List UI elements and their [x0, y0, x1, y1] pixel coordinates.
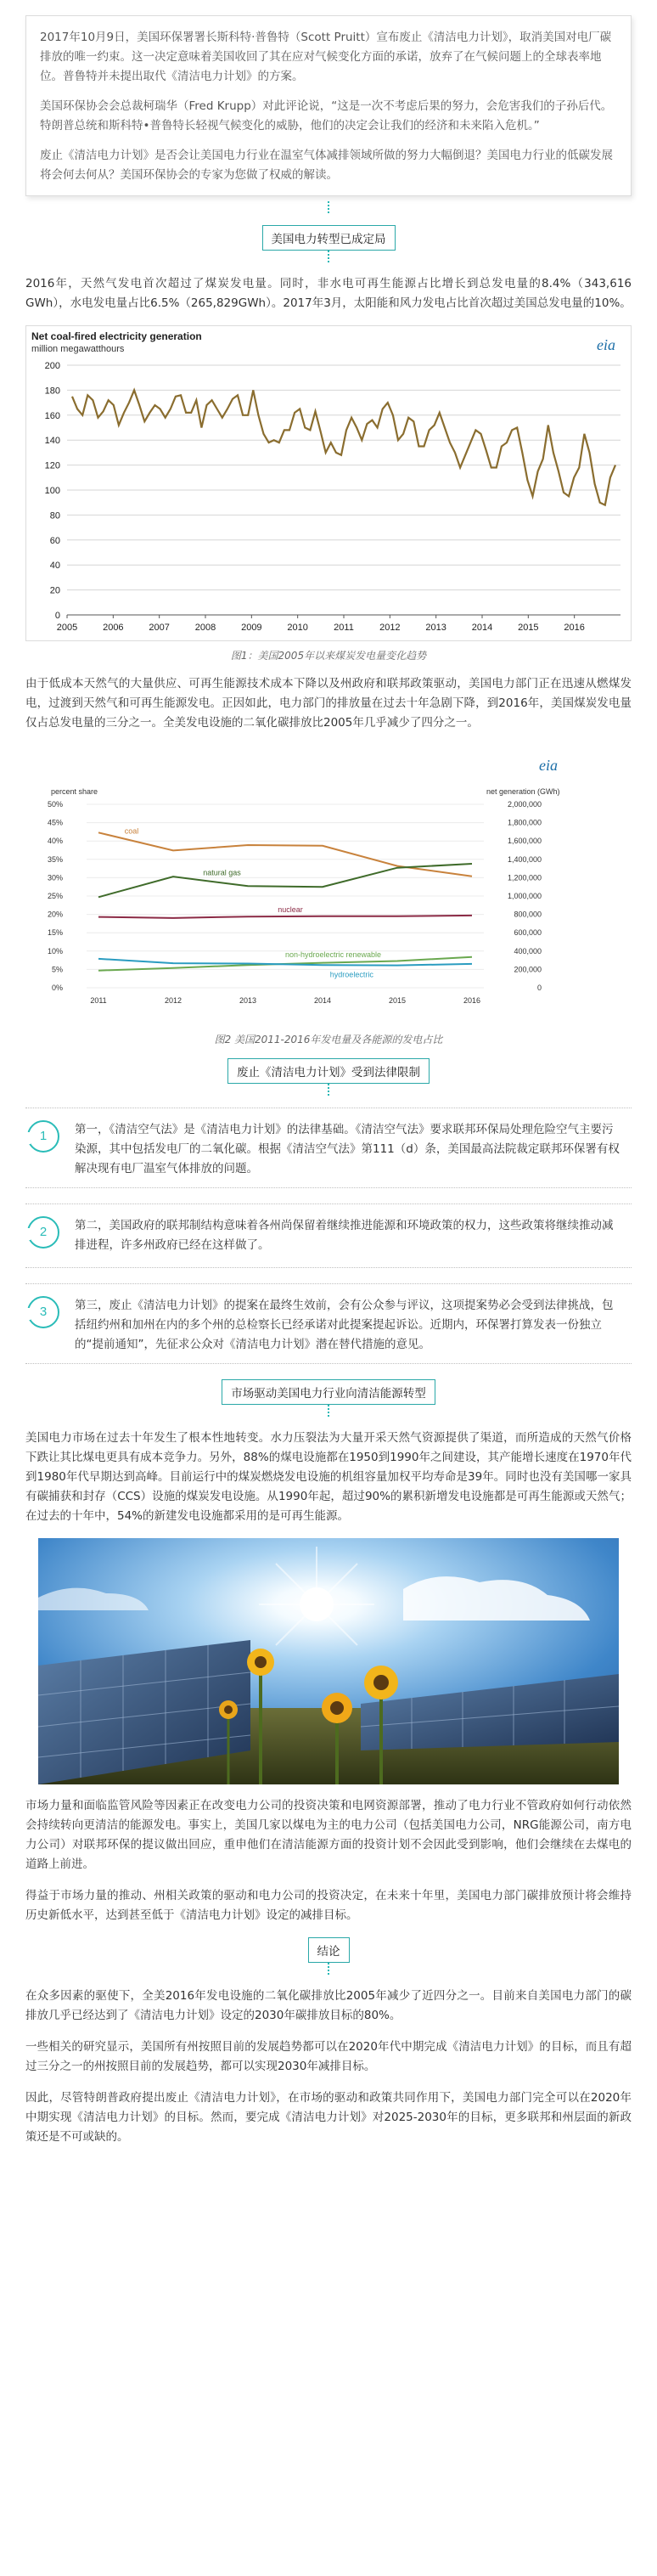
- x-tick-label: 2014: [313, 996, 332, 1005]
- x-tick-label: 2008: [194, 623, 216, 633]
- right-tick-label: 1,000,000: [507, 892, 542, 900]
- left-tick-label: 50%: [47, 800, 63, 809]
- chart-title: Net coal-fired electricity generation: [31, 330, 202, 342]
- section3-paragraph-2: 市场力量和面临监管风险等因素正在改变电力公司的投资决策和电网资源部署，推动了电力行业不管政府如何行动依然会持续转向更清洁的能源发电。事实上，美国几家以煤电为主的电力公司（包括美国电力公司，NRG能源公司，南方电力公司）对联邦环保的提议做出回应，重申他们在清洁能源方面的投资计划不会因此受到影响，他们会继续在去煤电的道路上前进。: [25, 1799, 632, 1871]
- y-tick-label: 140: [44, 436, 60, 447]
- figure-caption-2: 图2 美国2011-2016年发电量及各能源的发电占比: [214, 1034, 443, 1046]
- y-tick-label: 40: [49, 561, 60, 572]
- list-item: [25, 1283, 632, 1364]
- series-label: hydroelectric: [329, 970, 373, 979]
- dotted-connector: [328, 1084, 330, 1096]
- x-tick-label: 2007: [149, 623, 170, 633]
- series-label: natural gas: [203, 868, 241, 877]
- chart-subtitle: million megawatthours: [31, 344, 125, 354]
- x-tick-label: 2006: [103, 623, 124, 633]
- x-tick-label: 2011: [90, 996, 107, 1005]
- list-item: [25, 1108, 632, 1188]
- section3-paragraph-1: 美国电力市场在过去十年发生了根本性地转变。水力压裂法为大量开采天然气资源提供了渠道，而所造成的天然气价格下跌让其比煤电更具有成本竞争力。另外，88%的煤电设施都在1950到1990年之间建设，其产能增长速度在1970年代到1980年代早期达到高峰。目前运行中的煤炭燃烧发电设施的机组容量加权平均寿命是39年。同时也没有美国哪一家具有碳捕获和封存（CCS）设施的煤炭发电设施。从1990年起，超过90%的累积新增发电设施都是可再生能源或天然气；在过去的十年中，54%的新建发电设施都采用的是可再生能源。: [25, 1431, 632, 1523]
- series-label: non-hydroelectric renewable: [285, 950, 382, 959]
- item-number-badge: 3: [27, 1296, 59, 1328]
- photo-illustration: [38, 1538, 619, 1784]
- right-tick-label: 200,000: [514, 965, 542, 974]
- x-tick-label: 2015: [518, 623, 539, 633]
- y-tick-label: 0: [54, 611, 60, 621]
- y-tick-label: 100: [44, 486, 60, 496]
- y-tick-label: 20: [49, 585, 60, 596]
- x-tick-label: 2013: [425, 623, 446, 633]
- section-heading-1: [0, 225, 657, 262]
- series-label: coal: [124, 826, 139, 836]
- dotted-connector: [328, 1963, 330, 1975]
- right-tick-label: 400,000: [514, 946, 542, 955]
- right-tick-label: 1,200,000: [507, 873, 542, 882]
- x-tick-label: 2016: [564, 623, 585, 633]
- left-axis-label: percent share: [51, 787, 98, 796]
- solar-panels-sunflowers-photo: [38, 1538, 619, 1784]
- legal-points-list: [25, 1108, 632, 1364]
- y-tick-label: 200: [44, 361, 60, 371]
- right-tick-label: 1,800,000: [507, 818, 542, 827]
- x-tick-label: 2016: [463, 996, 481, 1005]
- y-tick-label: 120: [44, 460, 60, 471]
- y-tick-label: 80: [49, 510, 60, 521]
- right-tick-label: 1,600,000: [507, 837, 542, 846]
- right-tick-label: 0: [536, 984, 542, 992]
- item-text: 第一，《清洁空气法》是《清洁电力计划》的法律基础。《清洁空气法》要求联邦环保局处理危险空气主要污染源，其中包括发电厂的二氧化碳。根据《清洁空气法》第111（d）条，美国最高法院裁定联邦环保署有权解决现有电厂温室气体排放的问题。: [75, 1123, 620, 1175]
- left-tick-label: 40%: [47, 837, 63, 846]
- right-axis-label: net generation (GWh): [486, 787, 560, 796]
- left-tick-label: 20%: [47, 910, 63, 919]
- x-tick-label: 2015: [388, 996, 407, 1005]
- right-tick-label: 1,400,000: [507, 854, 542, 864]
- section1-paragraph-1: 2016年，天然气发电首次超过了煤炭发电量。同时，非水电可再生能源占比增长到总发电量的8.4%（343,616 GWh），水电发电量占比6.5%（265,829GWh）。2017年3月，太阳能和风力发电占比首次超过美国总发电量的10%。: [25, 277, 632, 310]
- x-tick-label: 2005: [56, 623, 78, 633]
- coal-generation-chart: [25, 325, 632, 641]
- eia-logo: eia: [597, 336, 615, 353]
- section4-paragraph-3: 因此，尽管特朗普政府提出废止《清洁电力计划》，在市场的驱动和政策共同作用下，美国电力部门完全可以在2020年中期实现《清洁电力计划》的目标。然而，要完成《清洁电力计划》对2025-2030年的目标，更多联邦和州层面的新政策还是不可或缺的。: [25, 2091, 632, 2144]
- list-item: [25, 1203, 632, 1268]
- left-tick-label: 45%: [47, 818, 63, 827]
- generation-share-chart-svg: [25, 745, 630, 1025]
- section-heading-2: [0, 1058, 657, 1096]
- coal-series-line: [72, 390, 615, 504]
- item-text: 第三，废止《清洁电力计划》的提案在最终生效前，会有公众参与评议，这项提案势必会受到法律挑战，包括纽约州和加州在内的多个州的总检察长已经承诺对此提案提起诉讼。近期内，环保署打算发表一份独立的“提前通知”，先征求公众对《清洁电力计划》潜在替代措施的意见。: [75, 1299, 614, 1351]
- intro-paragraph-3: 废止《清洁电力计划》是否会让美国电力行业在温室气体减排领域所做的努力大幅倒退？美国电力行业的低碳发展将会何去何从？美国环保协会的专家为您做了权威的解读。: [40, 149, 613, 182]
- generation-share-chart: [25, 745, 632, 1025]
- left-tick-label: 10%: [47, 946, 63, 955]
- series-line-nuclear: [98, 916, 472, 918]
- section-heading-4: [0, 1937, 657, 1975]
- item-text: 第二，美国政府的联邦制结构意味着各州尚保留着继续推进能源和环境政策的权力，这些政策将继续推动减排进程，许多州政府已经在这样做了。: [75, 1219, 614, 1252]
- sun-icon: [300, 1587, 334, 1621]
- y-tick-label: 180: [44, 386, 60, 397]
- right-tick-label: 2,000,000: [507, 800, 542, 809]
- item-number-badge: 2: [27, 1216, 59, 1249]
- section-title: 市场驱动美国电力行业向清洁能源转型: [222, 1379, 435, 1405]
- coal-generation-chart-svg: [26, 326, 631, 640]
- x-tick-label: 2009: [241, 623, 262, 633]
- section-title: 结论: [308, 1937, 350, 1963]
- x-tick-label: 2014: [471, 623, 493, 633]
- section-title: 废止《清洁电力计划》受到法律限制: [227, 1058, 430, 1084]
- right-tick-label: 800,000: [514, 910, 542, 919]
- dotted-connector: [328, 251, 330, 262]
- section-heading-3: [0, 1379, 657, 1417]
- section4-paragraph-1: 在众多因素的驱使下，全美2016年发电设施的二氧化碳排放比2005年减少了近四分之一。目前来自美国电力部门的碳排放几乎已经达到了《清洁电力计划》设定的2030年碳排放目标的80%。: [25, 1989, 632, 2022]
- section-title: 美国电力转型已成定局: [262, 225, 396, 251]
- intro-paragraph-1: 2017年10月9日，美国环保署署长斯科特·普鲁特（Scott Pruitt）宣布废止《清洁电力计划》，取消美国对电厂碳排放的唯一约束。这一决定意味着美国收回了其在应对气候变化方面的承诺，放弃了在气候问题上的全球表率地位。普鲁特并未提出取代《清洁电力计划》的方案。: [40, 31, 612, 83]
- x-tick-label: 2012: [164, 996, 182, 1005]
- y-tick-label: 160: [44, 410, 60, 421]
- left-tick-label: 5%: [51, 965, 63, 974]
- intro-paragraph-2: 美国环保协会会总裁柯瑞华（Fred Krupp）对此评论说，“这是一次不考虑后果的努力，会危害我们的子孙后代。特朗普总统和斯科特•普鲁特长轻视气候变化的威胁，他们的决定会让我们的经济和未来陷入危机。”: [40, 99, 613, 132]
- figure-caption-1: 图1：美国2005年以来煤炭发电量变化趋势: [230, 650, 427, 662]
- eia-logo: eia: [539, 757, 558, 774]
- left-tick-label: 25%: [47, 892, 63, 900]
- article: [0, 15, 657, 2147]
- item-number-badge: 1: [27, 1120, 59, 1153]
- section1-paragraph-2: 由于低成本天然气的大量供应、可再生能源技术成本下降以及州政府和联邦政策驱动，美国电力部门正在迅速从燃煤发电，过渡到天然气和可再生能源发电。正因如此，电力部门的排放量在过去十年急剧下降，到2016年，美国煤炭发电量仅占总发电量的三分之一。全美发电设施的二氧化碳排放比2005年几乎减少了四分之一。: [25, 677, 632, 730]
- left-tick-label: 0%: [51, 984, 63, 992]
- section4-paragraph-2: 一些相关的研究显示，美国所有州按照目前的发展趋势都可以在2020年代中期完成《清洁电力计划》的目标，而且有超过三分之一的州按照目前的发展趋势，都可以实现2030年减排目标。: [25, 2040, 632, 2073]
- dotted-connector: [328, 201, 330, 213]
- x-tick-label: 2010: [287, 623, 308, 633]
- section3-paragraph-3: 得益于市场力量的推动、州相关政策的驱动和电力公司的投资决定，在未来十年里，美国电力部门碳排放预计将会维持历史新低水平，达到甚至低于《清洁电力计划》设定的减排目标。: [25, 1889, 632, 1922]
- left-tick-label: 15%: [47, 928, 63, 938]
- right-tick-label: 600,000: [514, 928, 542, 938]
- series-line-coal: [98, 832, 472, 876]
- series-label: nuclear: [278, 905, 303, 915]
- x-tick-label: 2013: [239, 996, 257, 1005]
- y-tick-label: 60: [49, 535, 60, 546]
- left-tick-label: 30%: [47, 873, 63, 882]
- left-tick-label: 35%: [47, 854, 63, 864]
- x-tick-label: 2011: [334, 623, 354, 633]
- intro-box: [25, 15, 632, 196]
- dotted-connector: [328, 1405, 330, 1417]
- x-tick-label: 2012: [379, 623, 401, 633]
